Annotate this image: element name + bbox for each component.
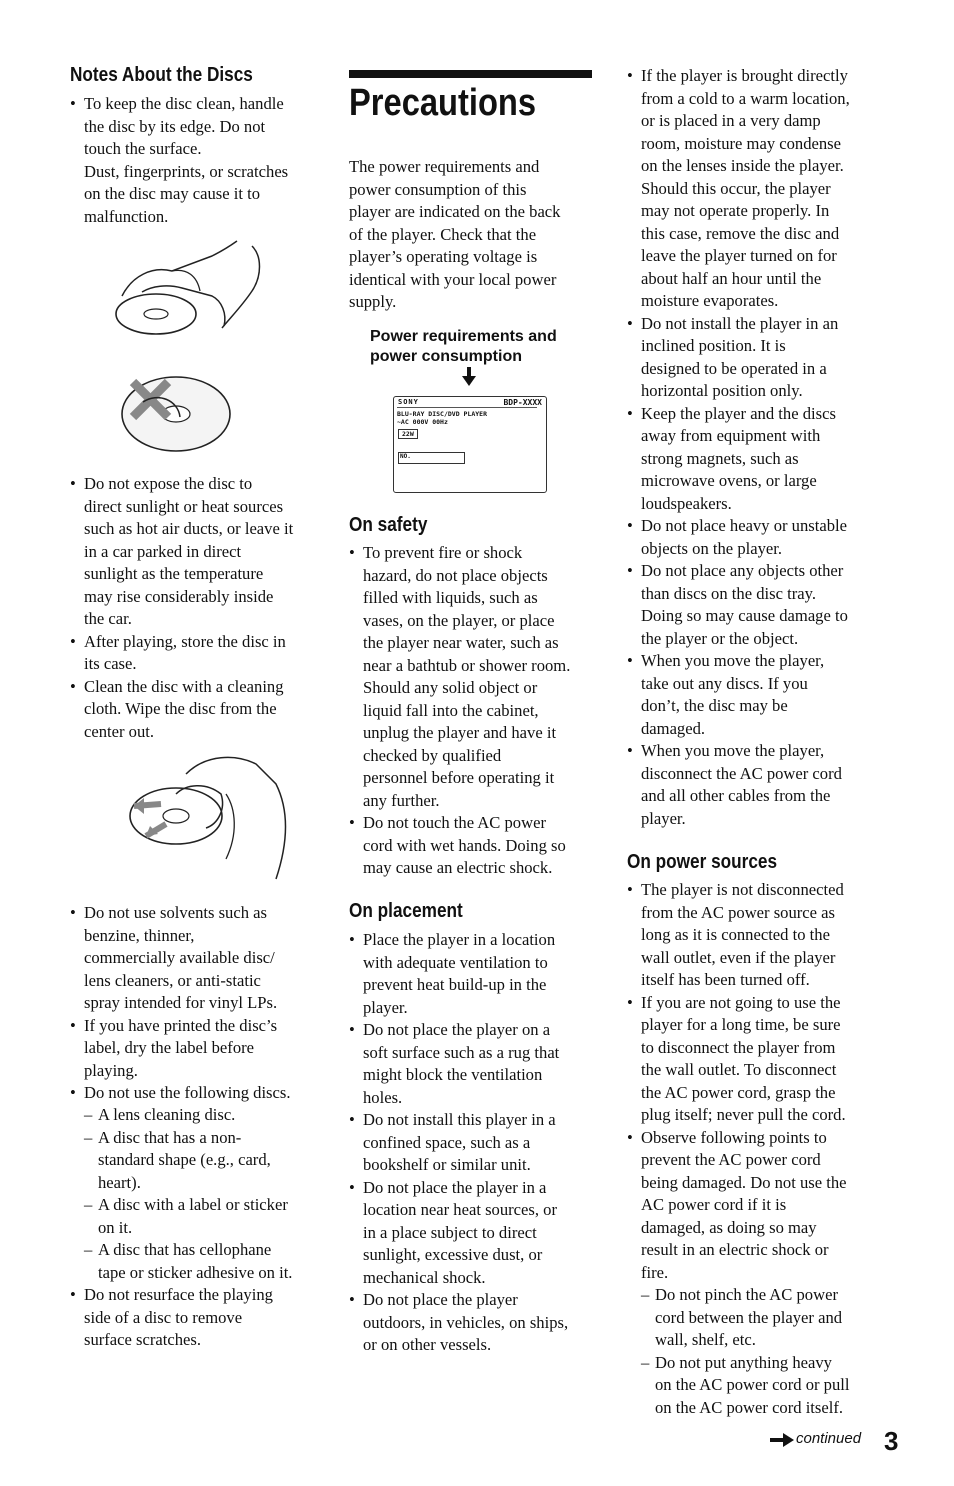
text-line: player are indicated on the back [349,202,561,221]
text-line: room, moisture may condense [641,133,842,153]
text-line: Dust, fingerprints, or scratches [84,161,289,181]
list-item [349,1109,594,1177]
text-line: outdoors, in vehicles, on ships, [363,1312,569,1332]
text-line: – A disc that has cellophane [98,1240,272,1259]
safety-list [349,542,594,880]
text-line: the disc by its edge. Do not [84,116,266,136]
text-line: bookshelf or similar unit. [363,1155,531,1174]
text-line: objects on the player. [641,538,783,558]
text-line: on the disc may cause it to [84,184,261,203]
text-line: – A disc with a label or sticker [98,1195,288,1214]
title-rule [349,70,592,78]
list-item [627,515,877,560]
text-line: microwave ovens, or large [641,471,817,490]
text-line: designed to be operated in a [641,358,827,378]
list-item [627,65,877,313]
text-line: leave the player turned on for [641,246,837,265]
text-line: • Do not resurface the playing [84,1285,273,1304]
text-line: cord between the player and [655,1307,843,1327]
text-line: checked by qualified [363,745,502,765]
text-line: sunlight as the temperature [84,564,264,583]
text-line: horizontal position only. [641,381,803,400]
text-line: damaged, as doing so may [641,1217,817,1237]
text-line: AC power cord if it is [641,1195,787,1214]
text-line: • Do not expose the disc to [84,474,253,493]
label-brand: SONY [398,398,419,406]
text-line: cord with wet hands. Doing so [363,835,566,855]
text-line: • Do not place the player in a [363,1177,547,1197]
sub-list-item [70,1104,320,1127]
text-line: • Do not place the player on a [363,1020,551,1039]
sub-list-item [70,1194,320,1239]
list-item [349,1289,594,1357]
text-line: disconnect the AC power cord [641,763,842,783]
text-line: • If you are not going to use the [641,992,841,1012]
notes-list-d [70,1284,320,1352]
text-line: in a car parked in direct [84,541,242,561]
text-line: center out. [84,721,155,741]
text-line: filled with liquids, such as [363,588,538,607]
text-line: The power requirements and [349,157,540,176]
arrow-down-icon [462,367,476,387]
text-line: Doing so may cause damage to [641,606,848,625]
text-line: its case. [84,654,137,673]
page-title: Precautions [349,82,537,124]
text-line: may rise considerably inside [84,586,274,606]
list-item [70,93,320,228]
label-watt: 22W [398,429,418,439]
text-line: being damaged. Do not use the [641,1172,847,1192]
text-line: prevent the AC power cord [641,1150,821,1169]
text-line: plug itself; never pull the cord. [641,1105,846,1124]
text-line: itself has been turned off. [641,970,810,989]
power-list [627,879,877,1284]
text-line: of the player. Check that the [349,224,537,244]
list-item [70,676,320,744]
list-item [627,1127,877,1285]
label-voltage: ~AC 000V 00Hz [397,418,448,426]
text-line: • Place the player in a location [363,930,556,949]
label-serial-box [398,452,465,464]
sub-list-item [70,1127,320,1195]
text-line: don’t, the disc may be [641,696,788,715]
text-line: • Do not use solvents such as [84,903,267,922]
power-heading: On power sources [627,851,778,873]
rating-label [393,396,547,493]
text-line: player. [641,808,686,828]
text-line: and all other cables from the [641,786,831,805]
text-line: direct sunlight or heat sources [84,496,284,516]
text-line: or on other vessels. [363,1335,492,1354]
text-line: near a bathtub or shower room. [363,655,571,675]
power-sub-list [627,1284,877,1419]
label-product: BLU-RAY DISC/DVD PLAYER [397,410,488,418]
notes-sub-list [70,1104,320,1284]
text-line: identical with your local power [349,269,557,289]
list-item [70,631,320,676]
text-line: – A lens cleaning disc. [98,1105,236,1124]
list-item [627,403,877,516]
text-line: • Do not place any objects other [641,561,844,580]
notes-list-a [70,93,320,228]
text-line: liquid fall into the cabinet, [363,700,539,720]
list-item [627,879,877,992]
text-line: the wall outlet. To disconnect [641,1060,837,1079]
text-line: cloth. Wipe the disc from the [84,699,277,718]
text-line: • To keep the disc clean, handle [84,94,284,113]
text-line: might block the ventilation [363,1065,543,1084]
text-line: label, dry the label before [84,1038,255,1057]
text-line: this case, remove the disc and [641,223,840,243]
text-line: player. [363,997,408,1017]
text-line: on the AC power cord itself. [655,1397,844,1417]
text-line: sunlight, excessive dust, or [363,1245,543,1264]
text-line: wall, shelf, etc. [655,1330,756,1349]
text-line: or is placed in a very damp [641,111,821,130]
sub-list-item [627,1284,877,1352]
page-number: 3 [884,1426,899,1456]
text-line: spray intended for vinyl LPs. [84,993,278,1012]
text-line: damaged. [641,718,706,738]
list-item [349,1177,594,1290]
safety-heading: On safety [349,514,428,536]
text-line: • Clean the disc with a cleaning [84,676,284,696]
text-line: standard shape (e.g., card, [98,1150,271,1169]
text-line: • When you move the player, [641,651,825,670]
text-line: – Do not pinch the AC power [655,1285,838,1304]
text-line: touch the surface. [84,139,202,158]
text-line: from the AC power source as [641,902,836,922]
notes-heading: Notes About the Discs [70,64,253,86]
list-item [349,929,594,1019]
text-line: about half an hour until the [641,268,822,288]
text-line: on the AC power cord or pull [655,1375,850,1394]
list-item [627,650,877,740]
list-item [70,1082,320,1105]
list-item [70,473,320,631]
text-line: surface scratches. [84,1330,202,1349]
text-line: personnel before operating it [363,768,555,787]
text-line: in a place subject to direct [363,1222,537,1242]
text-line: Power requirements and [370,328,557,345]
text-line: • Do not place the player [363,1290,518,1309]
continued-label: continued [796,1430,862,1447]
text-line: soft surface such as a rug that [363,1042,560,1062]
text-line: • If the player is brought directly [641,66,848,85]
text-line: inclined position. It is [641,336,786,355]
disc-cleaning-illustration [126,754,326,884]
text-line: power consumption of this [349,179,527,199]
text-line: lens cleaners, or anti-static [84,970,261,990]
text-line: away from equipment with [641,426,821,445]
text-line: • When you move the player, [641,741,825,760]
text-line: result in an electric shock or [641,1240,829,1259]
text-line: commercially available disc/ [84,948,275,967]
notes-list-b [70,473,320,743]
text-line: – Do not put anything heavy [655,1352,832,1372]
text-line: strong magnets, such as [641,448,799,468]
sub-list-item [627,1352,877,1420]
label-no: NO. [400,453,411,460]
text-line: wall outlet, even if the player [641,947,836,967]
text-line: benzine, thinner, [84,925,195,945]
text-line: • Observe following points to [641,1127,827,1147]
text-line: on it. [98,1217,133,1237]
notes-list-c [70,902,320,1105]
text-line: the player or the object. [641,628,799,648]
list-item [627,992,877,1127]
list-item [70,1284,320,1352]
text-line: long as it is connected to the [641,925,830,944]
sub-list-item [70,1239,320,1284]
text-line: on the lenses inside the player. [641,156,844,175]
text-line: supply. [349,292,397,311]
disc-handling-illustration [112,236,282,336]
text-line: such as hot air ducts, or leave it [84,519,294,538]
label-model: BDP-XXXX [503,398,542,407]
text-line: heart). [98,1172,141,1192]
text-line: fire. [641,1262,669,1282]
list-item [70,1015,320,1083]
text-line: • To prevent fire or shock [363,543,523,562]
list-item [70,902,320,1015]
list-item [627,560,877,650]
text-line: vases, on the player, or place [363,610,555,630]
text-line: location near heat sources, or [363,1200,557,1219]
text-line: malfunction. [84,206,169,226]
text-line: hazard, do not place objects [363,565,548,585]
text-line: from a cold to a warm location, [641,88,850,108]
text-line: • Do not install the player in an [641,313,839,333]
text-line: to disconnect the player from [641,1037,836,1057]
text-line: confined space, such as a [363,1132,531,1152]
text-line: the car. [84,609,132,628]
placement-list-cont [627,65,877,830]
text-line: take out any discs. If you [641,673,808,693]
list-item [627,740,877,830]
text-line: power consumption [370,348,522,365]
text-line: • Do not install this player in a [363,1110,556,1129]
text-line: side of a disc to remove [84,1307,243,1327]
text-line: moisture evaporates. [641,291,779,310]
text-line: playing. [84,1060,138,1080]
text-line: player for a long time, be sure [641,1015,841,1034]
text-line: • The player is not disconnected [641,880,844,899]
text-line: Should any solid object or [363,678,538,697]
list-item [349,812,594,880]
list-item [627,313,877,403]
text-line: unplug the player and have it [363,723,557,742]
text-line: than discs on the disc tray. [641,583,816,603]
text-line: – A disc that has a non- [98,1127,242,1147]
text-line: mechanical shock. [363,1267,486,1287]
text-line: loudspeakers. [641,493,732,513]
text-line: • If you have printed the disc’s [84,1015,278,1035]
text-line: with adequate ventilation to [363,952,548,972]
label-caption [370,327,600,367]
text-line: the AC power cord, grasp the [641,1082,836,1102]
text-line: prevent heat build-up in the [363,975,547,994]
placement-list [349,929,594,1357]
list-item [349,542,594,812]
precautions-intro [349,156,594,314]
list-item [349,1019,594,1109]
text-line: • After playing, store the disc in [84,631,286,651]
text-line: • Do not use the following discs. [84,1083,291,1102]
disc-no-touch-illustration [118,362,238,457]
text-line: may not operate properly. In [641,201,830,220]
text-line: may cause an electric shock. [363,858,553,877]
placement-heading: On placement [349,900,463,922]
text-line: player’s operating voltage is [349,247,538,266]
text-line: holes. [363,1087,403,1107]
text-line: • Keep the player and the discs [641,403,836,423]
continued-arrow-icon [770,1433,794,1447]
text-line: • Do not touch the AC power [363,813,546,832]
text-line: the player near water, such as [363,633,559,652]
text-line: Should this occur, the player [641,178,831,198]
text-line: • Do not place heavy or unstable [641,516,847,535]
text-line: tape or sticker adhesive on it. [98,1262,293,1282]
text-line: any further. [363,790,440,810]
